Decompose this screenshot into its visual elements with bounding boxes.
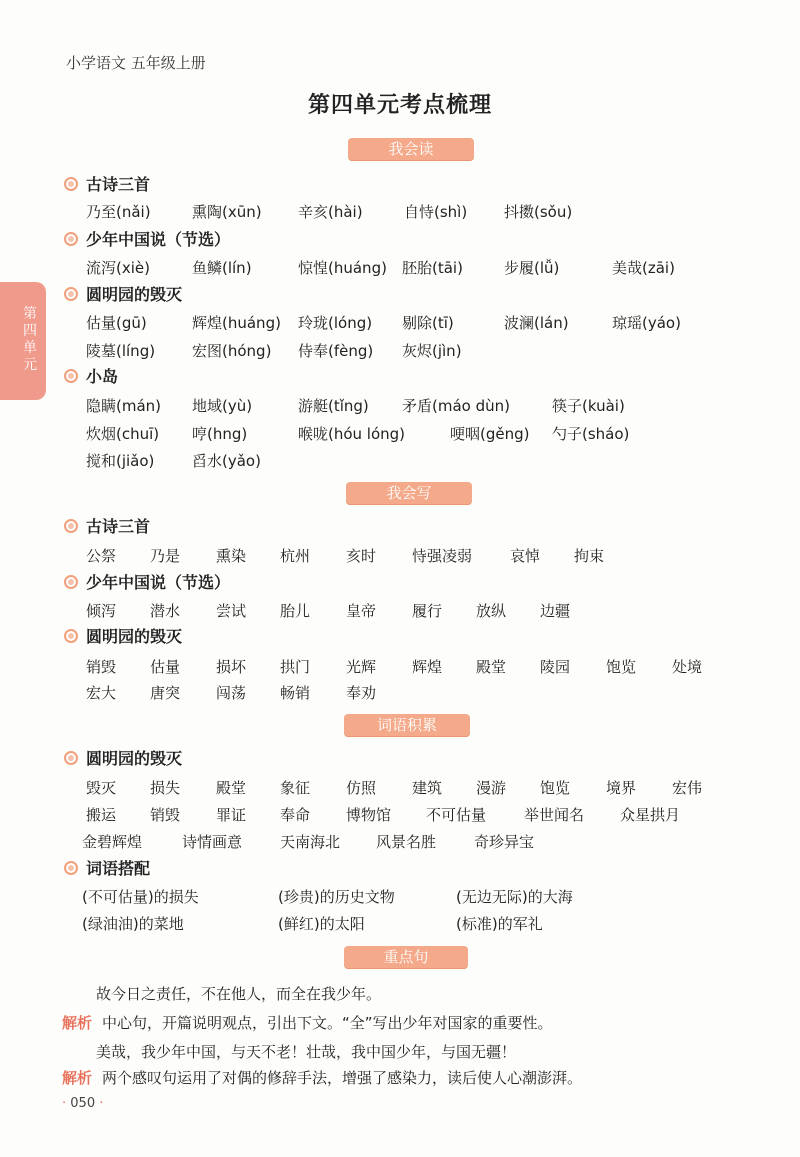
word-item: 估量 xyxy=(150,658,181,676)
word-item: 矛盾(máo dùn) xyxy=(402,397,510,415)
section-pill-write: 我会写 xyxy=(346,482,472,504)
word-item: 搅和(jiǎo) xyxy=(86,452,155,470)
write-heading-1: 古诗三首 xyxy=(64,516,150,538)
word-item: 惊惶(huáng) xyxy=(298,259,387,277)
word-item: 博物馆 xyxy=(346,806,392,824)
word-item: 舀水(yǎo) xyxy=(192,452,261,470)
word-item: 隐瞒(mán) xyxy=(86,397,162,415)
word-item: 估量(gū) xyxy=(86,314,147,332)
word-item: 毁灭 xyxy=(86,779,117,797)
word-item: 熏染 xyxy=(216,547,247,565)
word-item: 拱门 xyxy=(280,658,311,676)
vocab-heading-2: 词语搭配 xyxy=(64,858,150,880)
bullet-icon xyxy=(64,629,78,643)
word-item: 损坏 xyxy=(216,658,247,676)
word-item: 胚胎(tāi) xyxy=(402,259,463,277)
book-header: 小学语文 五年级上册 xyxy=(66,54,206,72)
bullet-icon xyxy=(64,575,78,589)
bullet-icon xyxy=(64,519,78,533)
word-item: 倾泻 xyxy=(86,602,117,620)
bullet-icon xyxy=(64,177,78,191)
word-item: 天南海北 xyxy=(280,833,341,851)
word-item: 筷子(kuài) xyxy=(552,397,625,415)
word-item: 奉命 xyxy=(280,806,311,824)
bullet-icon xyxy=(64,287,78,301)
word-item: 熏陶(xūn) xyxy=(192,203,262,221)
word-item: 乃至(nǎi) xyxy=(86,203,151,221)
word-item: 哼(hng) xyxy=(192,425,248,443)
word-item: 宏图(hóng) xyxy=(192,342,272,360)
word-item: 抖擞(sǒu) xyxy=(504,203,573,221)
word-item: 建筑 xyxy=(412,779,443,797)
word-item: 潜水 xyxy=(150,602,181,620)
word-item: 游艇(tǐng) xyxy=(298,397,369,415)
analysis-label: 解析 xyxy=(62,1014,93,1032)
word-item: 漫游 xyxy=(476,779,507,797)
analysis-label: 解析 xyxy=(62,1069,93,1087)
word-item: 饱览 xyxy=(540,779,571,797)
read-heading-3: 圆明园的毁灭 xyxy=(64,284,182,306)
word-item: 剔除(tī) xyxy=(402,314,454,332)
word-item: 履行 xyxy=(412,602,443,620)
analysis-2 xyxy=(62,1067,582,1088)
word-item: 销毁 xyxy=(86,658,117,676)
page-dot-icon: · xyxy=(99,1096,104,1111)
word-item: 闯荡 xyxy=(216,684,247,702)
word-item: 殿堂 xyxy=(216,779,247,797)
word-item: 奉劝 xyxy=(346,684,377,702)
pair-item: (标准)的军礼 xyxy=(456,915,543,933)
pair-item: (珍贵)的历史文物 xyxy=(278,888,395,906)
side-tab xyxy=(0,282,46,400)
word-item: 境界 xyxy=(606,779,637,797)
word-item: 诗情画意 xyxy=(182,833,243,851)
word-item: 亥时 xyxy=(346,547,377,565)
pair-item: (不可估量)的损失 xyxy=(82,888,199,906)
section-pill-vocab: 词语积累 xyxy=(344,714,470,736)
word-item: 公祭 xyxy=(86,547,117,565)
word-item: 杭州 xyxy=(280,547,311,565)
key-sentence-2: 美哉，我少年中国，与天不老！壮哉，我中国少年，与国无疆！ xyxy=(96,1043,517,1061)
word-item: 仿照 xyxy=(346,779,377,797)
word-item: 光辉 xyxy=(346,658,377,676)
word-item: 畅销 xyxy=(280,684,311,702)
section-pill-key: 重点句 xyxy=(344,946,468,968)
vocab-heading-1: 圆明园的毁灭 xyxy=(64,748,182,770)
analysis-text: 两个感叹句运用了对偶的修辞手法，增强了感染力，读后使人心潮澎湃。 xyxy=(102,1069,583,1087)
bullet-icon xyxy=(64,232,78,246)
side-tab-label: 第四单元 xyxy=(23,306,37,373)
key-sentence-1: 故今日之责任，不在他人，而全在我少年。 xyxy=(96,985,382,1003)
word-item: 搬运 xyxy=(86,806,117,824)
word-item: 侍奉(fèng) xyxy=(298,342,374,360)
section-pill-read: 我会读 xyxy=(348,138,474,160)
word-item: 步履(lǚ) xyxy=(504,259,560,277)
write-heading-2: 少年中国说（节选） xyxy=(64,572,230,594)
word-item: 众星拱月 xyxy=(620,806,681,824)
pair-item: (无边无际)的大海 xyxy=(456,888,573,906)
word-item: 殿堂 xyxy=(476,658,507,676)
word-item: 皇帝 xyxy=(346,602,377,620)
page-number: · 050 · xyxy=(62,1096,104,1111)
word-item: 不可估量 xyxy=(426,806,487,824)
word-item: 陵园 xyxy=(540,658,571,676)
word-item: 炊烟(chuī) xyxy=(86,425,160,443)
word-item: 宏大 xyxy=(86,684,117,702)
bullet-icon xyxy=(64,751,78,765)
page-title: 第四单元考点梳理 xyxy=(307,93,492,118)
read-heading-4: 小岛 xyxy=(64,366,118,388)
word-item: 罪证 xyxy=(216,806,247,824)
bullet-icon xyxy=(64,861,78,875)
word-item: 处境 xyxy=(672,658,703,676)
word-item: 象征 xyxy=(280,779,311,797)
word-item: 举世闻名 xyxy=(524,806,585,824)
word-item: 边疆 xyxy=(540,602,571,620)
word-item: 拘束 xyxy=(574,547,605,565)
word-item: 自恃(shì) xyxy=(404,203,468,221)
word-item: 放纵 xyxy=(476,602,507,620)
word-item: 辉煌 xyxy=(412,658,443,676)
word-item: 哀悼 xyxy=(510,547,541,565)
word-item: 恃强凌弱 xyxy=(412,547,473,565)
word-item: 勺子(sháo) xyxy=(552,425,630,443)
word-item: 奇珍异宝 xyxy=(474,833,535,851)
page-dot-icon: · xyxy=(62,1096,67,1111)
word-item: 尝试 xyxy=(216,602,247,620)
word-item: 宏伟 xyxy=(672,779,703,797)
word-item: 金碧辉煌 xyxy=(82,833,143,851)
word-item: 乃是 xyxy=(150,547,181,565)
analysis-1 xyxy=(62,1012,553,1033)
word-item: 玲珑(lóng) xyxy=(298,314,373,332)
word-item: 美哉(zāi) xyxy=(612,259,675,277)
word-item: 波澜(lán) xyxy=(504,314,569,332)
read-heading-1: 古诗三首 xyxy=(64,174,150,196)
word-item: 流泻(xiè) xyxy=(86,259,150,277)
pair-item: (鲜红)的太阳 xyxy=(278,915,365,933)
word-item: 琼瑶(yáo) xyxy=(612,314,681,332)
bullet-icon xyxy=(64,369,78,383)
word-item: 唐突 xyxy=(150,684,181,702)
word-item: 地域(yù) xyxy=(192,397,253,415)
word-item: 鱼鳞(lín) xyxy=(192,259,252,277)
word-item: 喉咙(hóu lóng) xyxy=(298,425,406,443)
word-item: 饱览 xyxy=(606,658,637,676)
word-item: 陵墓(líng) xyxy=(86,342,156,360)
word-item: 风景名胜 xyxy=(376,833,437,851)
word-item: 哽咽(gěng) xyxy=(450,425,530,443)
word-item: 灰烬(jìn) xyxy=(402,342,462,360)
pair-item: (绿油油)的菜地 xyxy=(82,915,184,933)
word-item: 损失 xyxy=(150,779,181,797)
analysis-text: 中心句，开篇说明观点，引出下文。“全”写出少年对国家的重要性。 xyxy=(102,1014,553,1032)
read-heading-2: 少年中国说（节选） xyxy=(64,229,230,251)
word-item: 销毁 xyxy=(150,806,181,824)
word-item: 辛亥(hài) xyxy=(298,203,363,221)
word-item: 辉煌(huáng) xyxy=(192,314,281,332)
write-heading-3: 圆明园的毁灭 xyxy=(64,626,182,648)
word-item: 胎儿 xyxy=(280,602,311,620)
